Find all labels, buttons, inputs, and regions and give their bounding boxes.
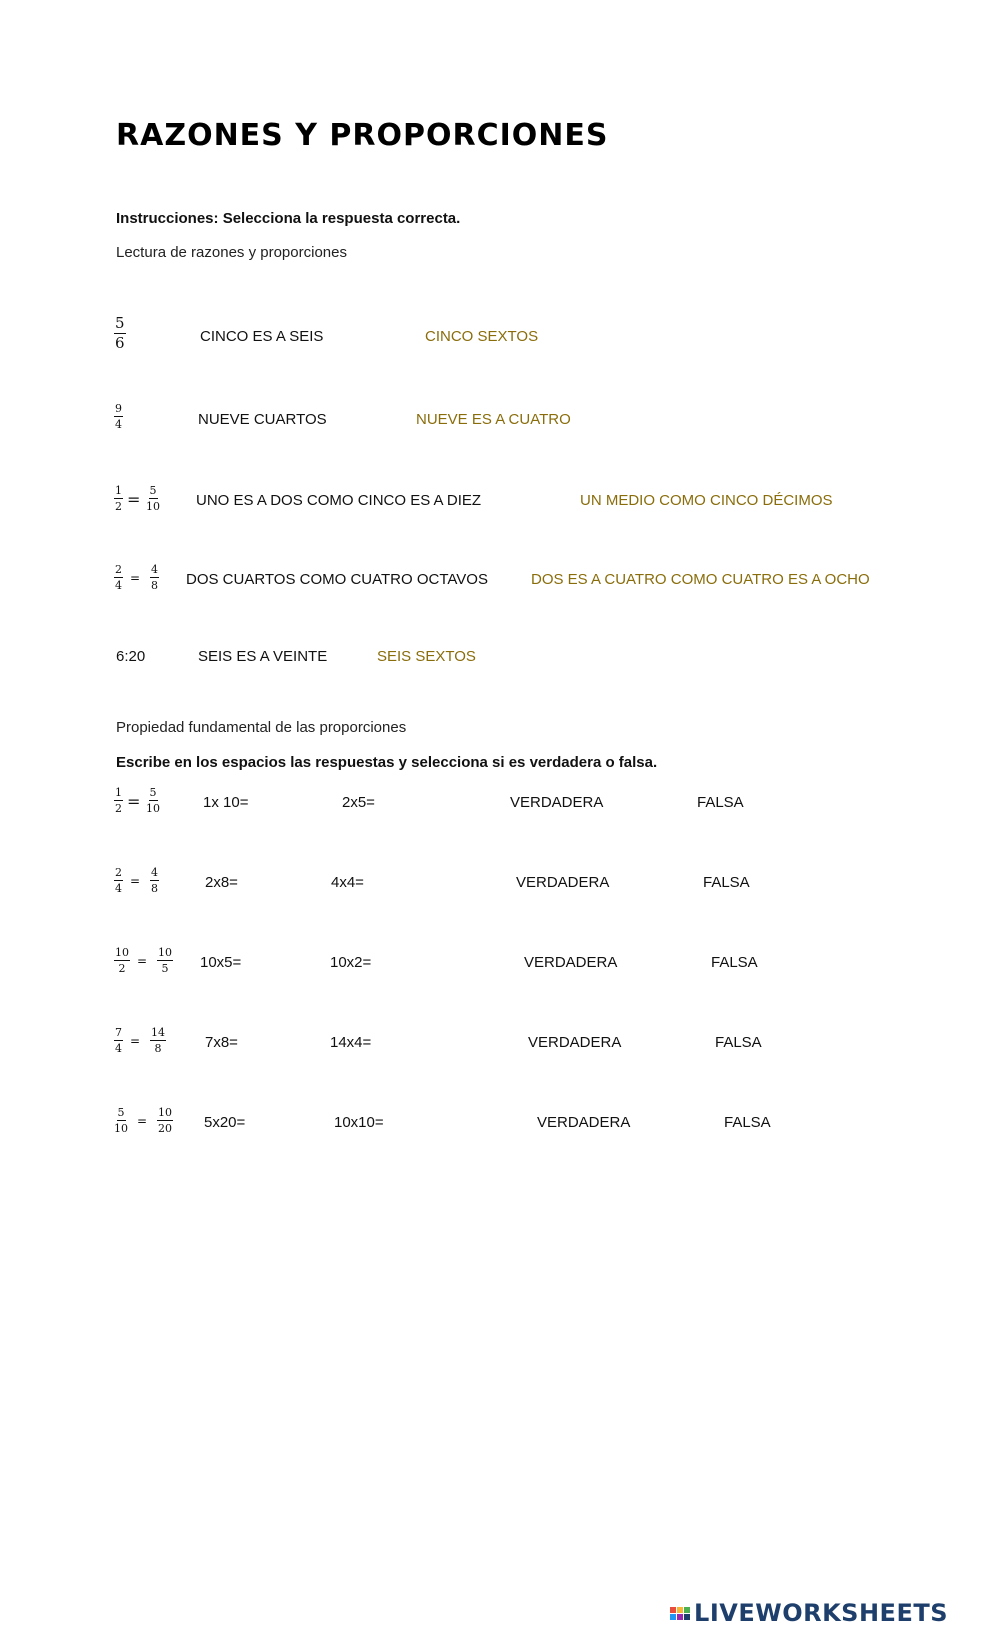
- equals-sign: =: [127, 792, 141, 811]
- equals-sign: =: [130, 1034, 141, 1048]
- false-option[interactable]: FALSA: [724, 1114, 771, 1131]
- reading-option[interactable]: CINCO ES A SEIS: [200, 328, 324, 345]
- section-heading-reading: Lectura de razones y proporciones: [116, 244, 347, 261]
- logo-square: [684, 1607, 690, 1613]
- ratio-fraction-right: [146, 485, 160, 512]
- numerator: 10: [158, 1106, 172, 1119]
- reading-option[interactable]: SEIS SEXTOS: [377, 648, 476, 665]
- ratio-fraction: [114, 403, 123, 430]
- reading-option[interactable]: DOS ES A CUATRO COMO CUATRO ES A OCHO: [531, 571, 870, 588]
- reading-option[interactable]: SEIS ES A VEINTE: [198, 648, 328, 665]
- denominator: 8: [151, 579, 158, 592]
- proportion-fraction-left: [114, 867, 123, 894]
- numerator: 10: [115, 946, 129, 959]
- proportion-fraction-right: [150, 1027, 166, 1054]
- reading-option[interactable]: DOS CUARTOS COMO CUATRO OCTAVOS: [186, 571, 488, 588]
- denominator: 8: [151, 882, 158, 895]
- page-title: RAZONES Y PROPORCIONES: [116, 118, 609, 153]
- denominator: 8: [154, 1042, 162, 1055]
- instructions: Instrucciones: Selecciona la respuesta correcta.: [116, 210, 461, 227]
- cross-product-1[interactable]: 1x 10=: [203, 794, 249, 811]
- cross-product-1[interactable]: 2x8=: [205, 874, 238, 891]
- numerator: 4: [151, 563, 158, 576]
- numerator: 4: [151, 866, 158, 879]
- liveworksheets-logo-icon: [670, 1607, 690, 1620]
- ratio-fraction-left: [114, 485, 123, 512]
- true-option[interactable]: VERDADERA: [537, 1114, 631, 1131]
- section-instructions: Escribe en los espacios las respuestas y selecciona si es verdadera o falsa.: [116, 754, 658, 771]
- proportion-fraction-left: [114, 1027, 123, 1054]
- proportion-fraction-left: [114, 787, 123, 814]
- denominator: 20: [158, 1122, 172, 1135]
- false-option[interactable]: FALSA: [715, 1034, 762, 1051]
- numerator: 2: [115, 563, 122, 576]
- denominator: 10: [114, 1122, 128, 1135]
- logo-square: [670, 1607, 676, 1613]
- reading-option[interactable]: CINCO SEXTOS: [425, 328, 539, 345]
- proportion-fraction-right: [157, 1107, 173, 1134]
- equals-sign: =: [130, 571, 141, 585]
- cross-product-1[interactable]: 10x5=: [200, 954, 242, 971]
- numerator: 10: [158, 946, 172, 959]
- numerator: 2: [115, 866, 122, 879]
- equals-sign: =: [127, 490, 141, 509]
- ratio-fraction-right: [150, 564, 159, 591]
- false-option[interactable]: FALSA: [697, 794, 744, 811]
- cross-product-2[interactable]: 4x4=: [331, 874, 364, 891]
- equals-sign: =: [137, 1114, 148, 1128]
- ratio-text: 6:20: [116, 648, 146, 665]
- numerator: 5: [149, 786, 157, 799]
- cross-product-2[interactable]: 14x4=: [330, 1034, 372, 1051]
- true-option[interactable]: VERDADERA: [528, 1034, 622, 1051]
- numerator: 1: [115, 484, 122, 497]
- denominator: 4: [115, 579, 122, 592]
- logo-square: [670, 1614, 676, 1620]
- true-option[interactable]: VERDADERA: [524, 954, 618, 971]
- reading-option[interactable]: UN MEDIO COMO CINCO DÉCIMOS: [580, 492, 833, 509]
- numerator: 1: [115, 786, 122, 799]
- numerator: 14: [151, 1026, 165, 1039]
- cross-product-2[interactable]: 10x2=: [330, 954, 372, 971]
- numerator: 7: [115, 1026, 122, 1039]
- denominator: 10: [146, 802, 160, 815]
- proportion-fraction-left: [114, 1107, 128, 1134]
- reading-option[interactable]: UNO ES A DOS COMO CINCO ES A DIEZ: [196, 492, 482, 509]
- denominator: 4: [115, 418, 122, 431]
- logo-square: [677, 1614, 683, 1620]
- equals-sign: =: [130, 874, 141, 888]
- logo-square: [677, 1607, 683, 1613]
- liveworksheets-logo: [670, 1599, 948, 1627]
- section-heading-property: Propiedad fundamental de las proporciones: [116, 719, 407, 736]
- cross-product-2[interactable]: 2x5=: [342, 794, 375, 811]
- denominator: 4: [115, 1042, 122, 1055]
- numerator: 5: [115, 314, 125, 332]
- reading-option[interactable]: NUEVE CUARTOS: [198, 411, 327, 428]
- numerator: 5: [149, 484, 157, 497]
- logo-text: LIVEWORKSHEETS: [694, 1599, 948, 1627]
- numerator: 5: [117, 1106, 125, 1119]
- proportion-fraction-right: [146, 787, 160, 814]
- denominator: 4: [115, 882, 122, 895]
- denominator: 2: [115, 802, 122, 815]
- cross-product-1[interactable]: 5x20=: [204, 1114, 246, 1131]
- proportion-fraction-right: [157, 947, 173, 974]
- false-option[interactable]: FALSA: [703, 874, 750, 891]
- denominator: 6: [115, 334, 125, 352]
- cross-product-2[interactable]: 10x10=: [334, 1114, 384, 1131]
- denominator: 5: [161, 962, 169, 975]
- true-option[interactable]: VERDADERA: [516, 874, 610, 891]
- false-option[interactable]: FALSA: [711, 954, 758, 971]
- true-option[interactable]: VERDADERA: [510, 794, 604, 811]
- reading-option[interactable]: NUEVE ES A CUATRO: [416, 411, 571, 428]
- proportion-fraction-left: [114, 947, 130, 974]
- cross-product-1[interactable]: 7x8=: [205, 1034, 238, 1051]
- proportion-fraction-right: [150, 867, 159, 894]
- denominator: 2: [118, 962, 126, 975]
- denominator: 2: [115, 500, 122, 513]
- denominator: 10: [146, 500, 160, 513]
- equals-sign: =: [137, 954, 148, 968]
- numerator: 9: [115, 402, 122, 415]
- ratio-fraction-left: [114, 564, 123, 591]
- logo-square: [684, 1614, 690, 1620]
- ratio-fraction: [114, 316, 126, 351]
